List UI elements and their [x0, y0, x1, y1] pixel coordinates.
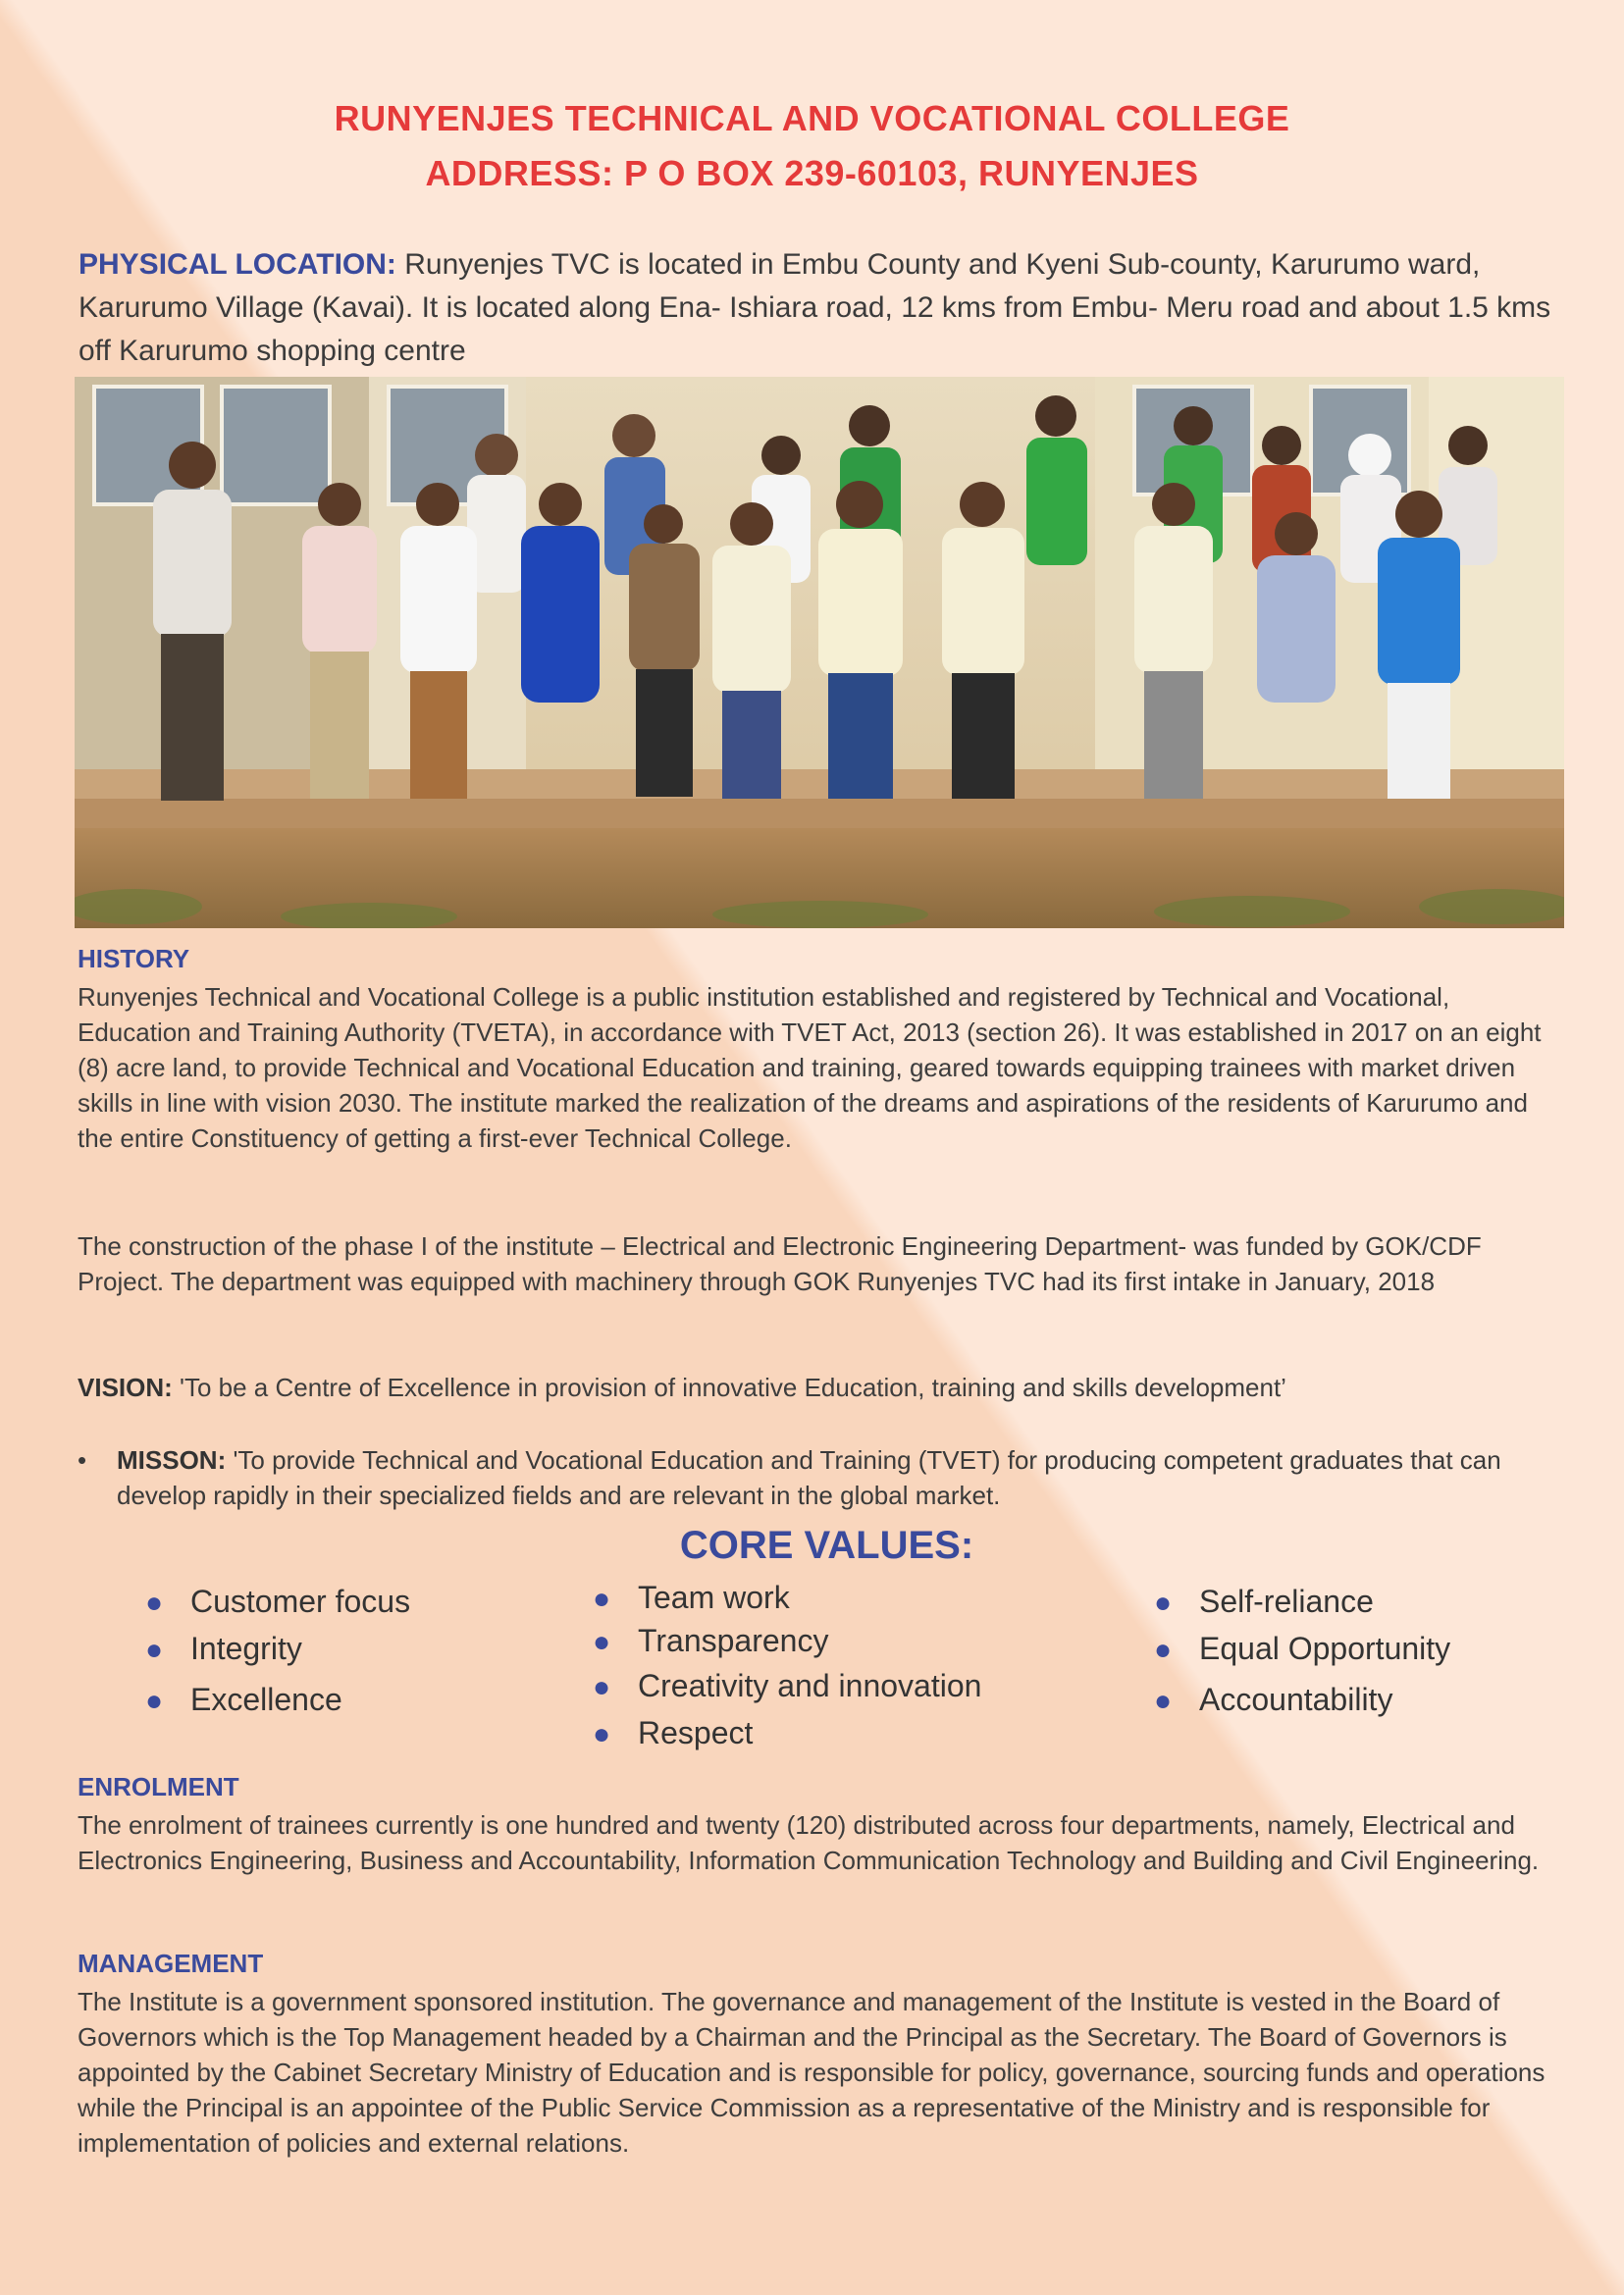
bullet-icon: ● — [145, 1685, 164, 1717]
core-value-item: ● Respect — [593, 1715, 754, 1750]
management-paragraph: The Institute is a government sponsored institution. The governance and management of the Institute is vested in the Board of Governors which is the Top Management headed by a Chairman and the Principal as the Secretary. The Board of Governors is appointed by the Cabinet Secretary Ministry of Education and is responsible for policy, governance, sourcing funds and operations while the Principal is an appointee of the Public Service Commission as a representative of the Ministry and is responsible for implementation of policies and external relations. — [78, 1987, 1545, 2158]
enrolment-heading: ENROLMENT — [78, 1772, 239, 1801]
history-heading: HISTORY — [78, 944, 190, 973]
history-paragraph-2: The construction of the phase I of the institute – Electrical and Electronic Engineering Department- was funded by GOK/CDF Project. The department was equipped with machinery through GOK Runyenjes TVC had its first intake in January, 2018 — [78, 1231, 1482, 1296]
mission-bullet: • — [78, 1445, 87, 1475]
college-address-title: ADDRESS: P O BOX 239-60103, RUNYENJES — [425, 153, 1199, 193]
core-value-item: ● Transparency — [593, 1623, 829, 1658]
physical-location-text: Runyenjes TVC is located in Embu County and Kyeni Sub-county, Karurumo ward, Karurumo Village (Kavai). It is located along Ena- Ishiara road, 12 kms from Embu- Meru road and about 1.5 kms off Karurumo shopping centre — [79, 248, 1551, 367]
physical-location-paragraph — [79, 243, 1580, 373]
bullet-icon: ● — [145, 1587, 164, 1619]
mission-text: 'To provide Technical and Vocational Education and Training (TVET) for producing competent graduates that can develop rapidly in their specialized fields and are relevant in the global market. — [117, 1445, 1501, 1510]
bullet-icon: ● — [593, 1718, 611, 1750]
core-value-item: ● Equal Opportunity — [1154, 1631, 1451, 1666]
bullet-icon: ● — [1154, 1587, 1173, 1619]
bullet-icon: ● — [1154, 1634, 1173, 1666]
physical-location-label: PHYSICAL LOCATION: — [79, 248, 396, 281]
bullet-icon: ● — [593, 1626, 611, 1658]
history-paragraph-1: Runyenjes Technical and Vocational College is a public institution established and registered by Technical and Vocational, Education and Training Authority (TVETA), in accordance with TVET Act, 2013 (section 26). It was established in 2017 on an eight (8) acre land, to provide Technical and Vocational Education and training, geared towards equipping trainees with market driven skills in line with vision 2030. The institute marked the realization of the dreams and aspirations of the residents of Karurumo and the entire Constituency of getting a first-ever Technical College. — [78, 982, 1542, 1153]
bullet-icon: ● — [593, 1671, 611, 1703]
vision-text: 'To be a Centre of Excellence in provision of innovative Education, training and skills development’ — [172, 1373, 1286, 1402]
core-value-item: ● Customer focus — [145, 1584, 411, 1619]
bullet-icon: ● — [593, 1583, 611, 1615]
core-value-item: ● Excellence — [145, 1682, 342, 1717]
vision-label: VISION: — [78, 1373, 173, 1402]
bullet-icon: ● — [1154, 1685, 1173, 1717]
core-value-item: ● Self-reliance — [1154, 1584, 1374, 1619]
bullet-icon: ● — [145, 1634, 164, 1666]
core-value-item: ● Creativity and innovation — [593, 1668, 982, 1703]
core-values-title: CORE VALUES: — [679, 1524, 974, 1567]
core-value-item: ● Integrity — [145, 1631, 302, 1666]
group-photo-illustration — [75, 377, 1564, 928]
core-value-item: ● Team work — [593, 1580, 790, 1615]
vision-paragraph — [78, 1370, 1569, 1405]
college-name-title: RUNYENJES TECHNICAL AND VOCATIONAL COLLEGE — [334, 98, 1290, 138]
group-photo — [75, 377, 1564, 928]
management-heading: MANAGEMENT — [78, 1949, 264, 1978]
mission-label: MISSON: — [117, 1445, 227, 1475]
enrolment-paragraph: The enrolment of trainees currently is one hundred and twenty (120) distributed across four departments, namely, Electrical and Electronics Engineering, Business and Accountability, Information Communication Technology and Building and Civil Engineering. — [78, 1810, 1540, 1875]
core-value-item: ● Accountability — [1154, 1682, 1393, 1717]
